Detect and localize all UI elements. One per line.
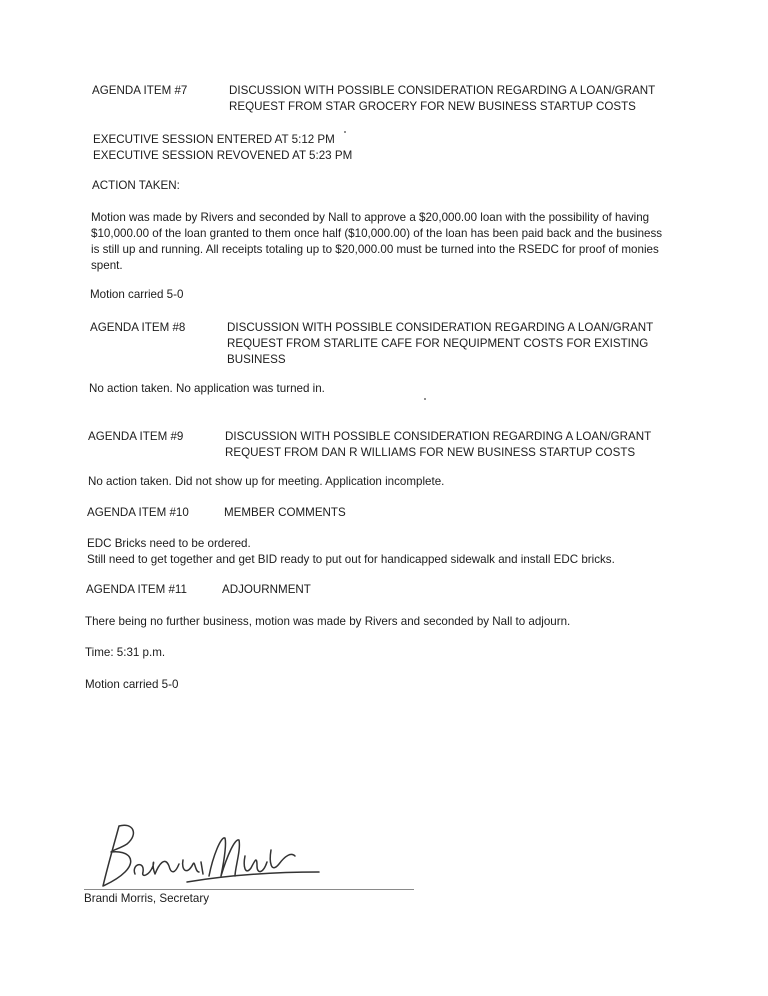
signatory-name: Brandi Morris, Secretary: [84, 892, 209, 905]
adjournment-motion: There being no further business, motion was made by Rivers and seconded by Nall to adjourn.: [85, 615, 571, 628]
signature-image: [95, 816, 325, 894]
executive-session-revovened: EXECUTIVE SESSION REVOVENED AT 5:23 PM: [93, 149, 353, 162]
agenda-item-title: DISCUSSION WITH POSSIBLE CONSIDERATION REGARDING A LOAN/GRANT REQUEST FROM STARLITE CAFE FOR NEQUIPMENT COSTS FOR EXISTING BUSINESS: [227, 321, 654, 366]
agenda-item-title: ADJOURNMENT: [222, 583, 311, 596]
note-item-9: No action taken. Did not show up for meeting. Application incomplete.: [88, 475, 445, 488]
agenda-item-title: DISCUSSION WITH POSSIBLE CONSIDERATION REGARDING A LOAN/GRANT REQUEST FROM DAN R WILLIAMS FOR NEW BUSINESS STARTUP COSTS: [225, 430, 652, 459]
motion-item-7: Motion was made by Rivers and seconded by Nall to approve a $20,000.00 loan with the possibility of having $10,000.00 of the loan granted to them once half ($10,000.00) of the loan has been paid back and the business is still up and running. All receipts totaling up to $20,000.00 must be turned into the RSEDC for proof of monies spent.: [91, 211, 663, 272]
member-comment-1: EDC Bricks need to be ordered.: [87, 537, 251, 550]
signature-line: [84, 889, 414, 890]
motion-carried-final: Motion carried 5-0: [85, 678, 179, 691]
agenda-item-number: AGENDA ITEM #11: [86, 583, 187, 596]
agenda-item-number: AGENDA ITEM #10: [87, 506, 189, 519]
scan-speck: [344, 131, 346, 133]
action-taken-heading: ACTION TAKEN:: [92, 179, 180, 192]
agenda-item-title: DISCUSSION WITH POSSIBLE CONSIDERATION REGARDING A LOAN/GRANT REQUEST FROM STAR GROCERY FOR NEW BUSINESS STARTUP COSTS: [229, 84, 656, 113]
adjournment-time: Time: 5:31 p.m.: [85, 646, 166, 659]
agenda-item-number: AGENDA ITEM #7: [92, 84, 188, 97]
agenda-item-number: AGENDA ITEM #9: [88, 430, 184, 443]
agenda-item-title: MEMBER COMMENTS: [224, 506, 346, 519]
member-comment-2: Still need to get together and get BID ready to put out for handicapped sidewalk and install EDC bricks.: [87, 553, 615, 566]
motion-carried-7: Motion carried 5-0: [90, 288, 184, 301]
note-item-8: No action taken. No application was turned in.: [89, 382, 325, 395]
scan-speck: [424, 398, 426, 400]
agenda-item-number: AGENDA ITEM #8: [90, 321, 186, 334]
executive-session-entered: EXECUTIVE SESSION ENTERED AT 5:12 PM: [93, 133, 335, 146]
